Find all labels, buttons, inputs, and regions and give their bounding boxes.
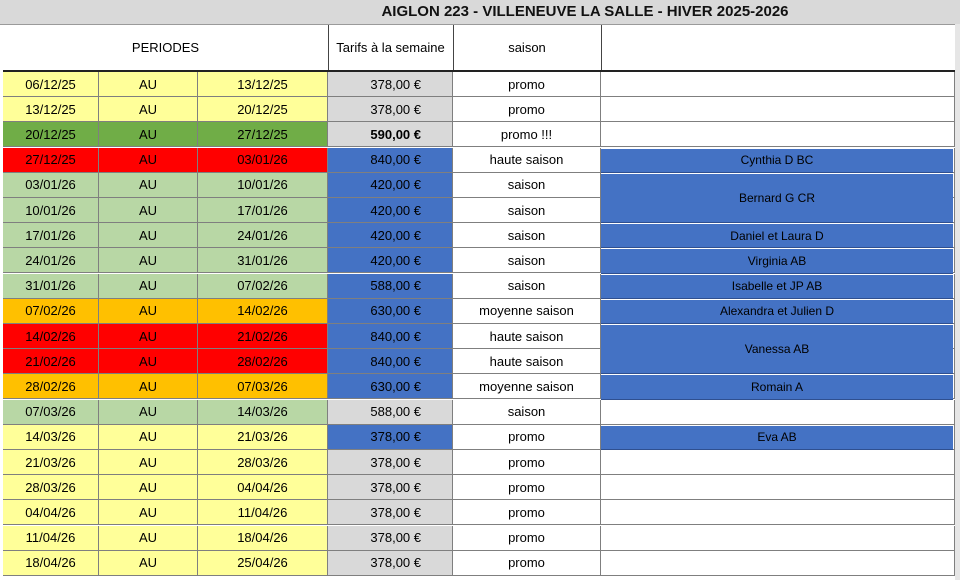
au-cell[interactable]: AU: [99, 526, 198, 551]
end-date-cell[interactable]: 04/04/26: [198, 475, 328, 500]
start-date-cell[interactable]: 13/12/25: [3, 97, 99, 122]
price-cell[interactable]: 588,00 €: [328, 274, 453, 299]
au-cell[interactable]: AU: [99, 274, 198, 299]
au-cell[interactable]: AU: [99, 425, 198, 450]
end-date-cell[interactable]: 21/03/26: [198, 425, 328, 450]
table-row: [3, 122, 955, 147]
table-row: [3, 72, 955, 97]
saison-cell[interactable]: promo: [453, 450, 601, 475]
note-cell[interactable]: [601, 500, 955, 525]
note-cell[interactable]: [601, 400, 955, 425]
header-note[interactable]: [601, 25, 955, 70]
au-cell[interactable]: AU: [99, 349, 198, 374]
note-cell[interactable]: [601, 122, 955, 147]
au-cell[interactable]: AU: [99, 324, 198, 349]
saison-cell[interactable]: saison: [453, 173, 601, 198]
price-cell[interactable]: 840,00 €: [328, 148, 453, 173]
table-row: [3, 526, 955, 551]
au-cell[interactable]: AU: [99, 551, 198, 576]
end-date-cell[interactable]: 07/02/26: [198, 274, 328, 299]
saison-cell[interactable]: promo: [453, 97, 601, 122]
end-date-cell[interactable]: 17/01/26: [198, 198, 328, 223]
end-date-cell[interactable]: 13/12/25: [198, 72, 328, 97]
price-cell[interactable]: 840,00 €: [328, 324, 453, 349]
guest-booking-cell[interactable]: Romain A: [601, 375, 953, 399]
saison-cell[interactable]: promo !!!: [453, 122, 601, 147]
end-date-cell[interactable]: 10/01/26: [198, 173, 328, 198]
note-cell[interactable]: [601, 450, 955, 475]
start-date-cell[interactable]: 14/03/26: [3, 425, 99, 450]
au-cell[interactable]: AU: [99, 97, 198, 122]
au-cell[interactable]: AU: [99, 450, 198, 475]
au-cell[interactable]: AU: [99, 122, 198, 147]
guest-booking-cell[interactable]: Virginia AB: [601, 249, 953, 273]
table-row: [3, 500, 955, 525]
price-cell[interactable]: 378,00 €: [328, 450, 453, 475]
saison-cell[interactable]: saison: [453, 223, 601, 248]
end-date-cell[interactable]: 28/02/26: [198, 349, 328, 374]
note-cell[interactable]: [601, 551, 955, 576]
guest-booking-cell[interactable]: Alexandra et Julien D: [601, 300, 953, 324]
start-date-cell[interactable]: 07/02/26: [3, 299, 99, 324]
guest-booking-cell[interactable]: Cynthia D BC: [601, 149, 953, 173]
table-row: [3, 551, 955, 576]
saison-cell[interactable]: haute saison: [453, 349, 601, 374]
start-date-cell[interactable]: 21/03/26: [3, 450, 99, 475]
guest-booking-cell[interactable]: Vanessa AB: [601, 325, 953, 374]
saison-cell[interactable]: saison: [453, 248, 601, 273]
sheet-title[interactable]: AIGLON 223 - VILLENEUVE LA SALLE - HIVER 2025-2026: [381, 3, 789, 20]
start-date-cell[interactable]: 18/04/26: [3, 551, 99, 576]
price-cell[interactable]: 588,00 €: [328, 400, 453, 425]
header-periodes[interactable]: PERIODES: [3, 25, 329, 70]
price-cell[interactable]: 378,00 €: [328, 97, 453, 122]
saison-cell[interactable]: saison: [453, 274, 601, 299]
saison-cell[interactable]: moyenne saison: [453, 299, 601, 324]
end-date-cell[interactable]: 28/03/26: [198, 450, 328, 475]
start-date-cell[interactable]: 31/01/26: [3, 274, 99, 299]
price-cell[interactable]: 420,00 €: [328, 173, 453, 198]
price-cell[interactable]: 378,00 €: [328, 551, 453, 576]
price-cell[interactable]: 378,00 €: [328, 72, 453, 97]
start-date-cell[interactable]: 14/02/26: [3, 324, 99, 349]
table-row: [3, 475, 955, 500]
start-date-cell[interactable]: 24/01/26: [3, 248, 99, 273]
note-cell[interactable]: [601, 97, 955, 122]
end-date-cell[interactable]: 18/04/26: [198, 526, 328, 551]
note-cell[interactable]: [601, 475, 955, 500]
price-cell[interactable]: 420,00 €: [328, 198, 453, 223]
price-cell[interactable]: 420,00 €: [328, 223, 453, 248]
start-date-cell[interactable]: 11/04/26: [3, 526, 99, 551]
price-cell[interactable]: 378,00 €: [328, 425, 453, 450]
table-row: [3, 97, 955, 122]
end-date-cell[interactable]: 24/01/26: [198, 223, 328, 248]
header-saison[interactable]: saison: [453, 25, 602, 70]
end-date-cell[interactable]: 03/01/26: [198, 148, 328, 173]
end-date-cell[interactable]: 11/04/26: [198, 500, 328, 525]
sheet-edge: [955, 24, 960, 580]
au-cell[interactable]: AU: [99, 475, 198, 500]
au-cell[interactable]: AU: [99, 223, 198, 248]
au-cell[interactable]: AU: [99, 374, 198, 399]
table-row: [3, 450, 955, 475]
start-date-cell[interactable]: 07/03/26: [3, 400, 99, 425]
au-cell[interactable]: AU: [99, 72, 198, 97]
end-date-cell[interactable]: 14/02/26: [198, 299, 328, 324]
au-cell[interactable]: AU: [99, 299, 198, 324]
au-cell[interactable]: AU: [99, 500, 198, 525]
title-bar: [0, 0, 960, 25]
saison-cell[interactable]: promo: [453, 475, 601, 500]
guest-booking-cell[interactable]: Eva AB: [601, 426, 953, 450]
end-date-cell[interactable]: 27/12/25: [198, 122, 328, 147]
start-date-cell[interactable]: 20/12/25: [3, 122, 99, 147]
end-date-cell[interactable]: 14/03/26: [198, 400, 328, 425]
au-cell[interactable]: AU: [99, 148, 198, 173]
saison-cell[interactable]: haute saison: [453, 148, 601, 173]
saison-cell[interactable]: promo: [453, 526, 601, 551]
end-date-cell[interactable]: 31/01/26: [198, 248, 328, 273]
guest-booking-cell[interactable]: Isabelle et JP AB: [601, 275, 953, 299]
header-row: [3, 25, 955, 72]
guest-booking-cell[interactable]: Daniel et Laura D: [601, 224, 953, 248]
price-cell[interactable]: 840,00 €: [328, 349, 453, 374]
start-date-cell[interactable]: 06/12/25: [3, 72, 99, 97]
price-cell[interactable]: 630,00 €: [328, 374, 453, 399]
saison-cell[interactable]: saison: [453, 400, 601, 425]
note-cell[interactable]: [601, 526, 955, 551]
start-date-cell[interactable]: 17/01/26: [3, 223, 99, 248]
note-cell[interactable]: [601, 72, 955, 97]
saison-cell[interactable]: saison: [453, 198, 601, 223]
au-cell[interactable]: AU: [99, 173, 198, 198]
header-tarifs[interactable]: Tarifs à la semaine: [328, 25, 454, 70]
price-cell[interactable]: 378,00 €: [328, 500, 453, 525]
au-cell[interactable]: AU: [99, 198, 198, 223]
table-row: [3, 400, 955, 425]
price-cell[interactable]: 378,00 €: [328, 475, 453, 500]
price-cell[interactable]: 630,00 €: [328, 299, 453, 324]
saison-cell[interactable]: promo: [453, 500, 601, 525]
au-cell[interactable]: AU: [99, 400, 198, 425]
price-cell[interactable]: 590,00 €: [328, 122, 453, 147]
end-date-cell[interactable]: 07/03/26: [198, 374, 328, 399]
saison-cell[interactable]: promo: [453, 72, 601, 97]
end-date-cell[interactable]: 21/02/26: [198, 324, 328, 349]
start-date-cell[interactable]: 28/02/26: [3, 374, 99, 399]
saison-cell[interactable]: moyenne saison: [453, 374, 601, 399]
guest-booking-cell[interactable]: Bernard G CR: [601, 174, 953, 223]
start-date-cell[interactable]: 10/01/26: [3, 198, 99, 223]
start-date-cell[interactable]: 04/04/26: [3, 500, 99, 525]
saison-cell[interactable]: haute saison: [453, 324, 601, 349]
end-date-cell[interactable]: 20/12/25: [198, 97, 328, 122]
price-cell[interactable]: 378,00 €: [328, 526, 453, 551]
start-date-cell[interactable]: 21/02/26: [3, 349, 99, 374]
price-cell[interactable]: 420,00 €: [328, 248, 453, 273]
start-date-cell[interactable]: 03/01/26: [3, 173, 99, 198]
start-date-cell[interactable]: 27/12/25: [3, 148, 99, 173]
saison-cell[interactable]: promo: [453, 425, 601, 450]
saison-cell[interactable]: promo: [453, 551, 601, 576]
au-cell[interactable]: AU: [99, 248, 198, 273]
end-date-cell[interactable]: 25/04/26: [198, 551, 328, 576]
start-date-cell[interactable]: 28/03/26: [3, 475, 99, 500]
